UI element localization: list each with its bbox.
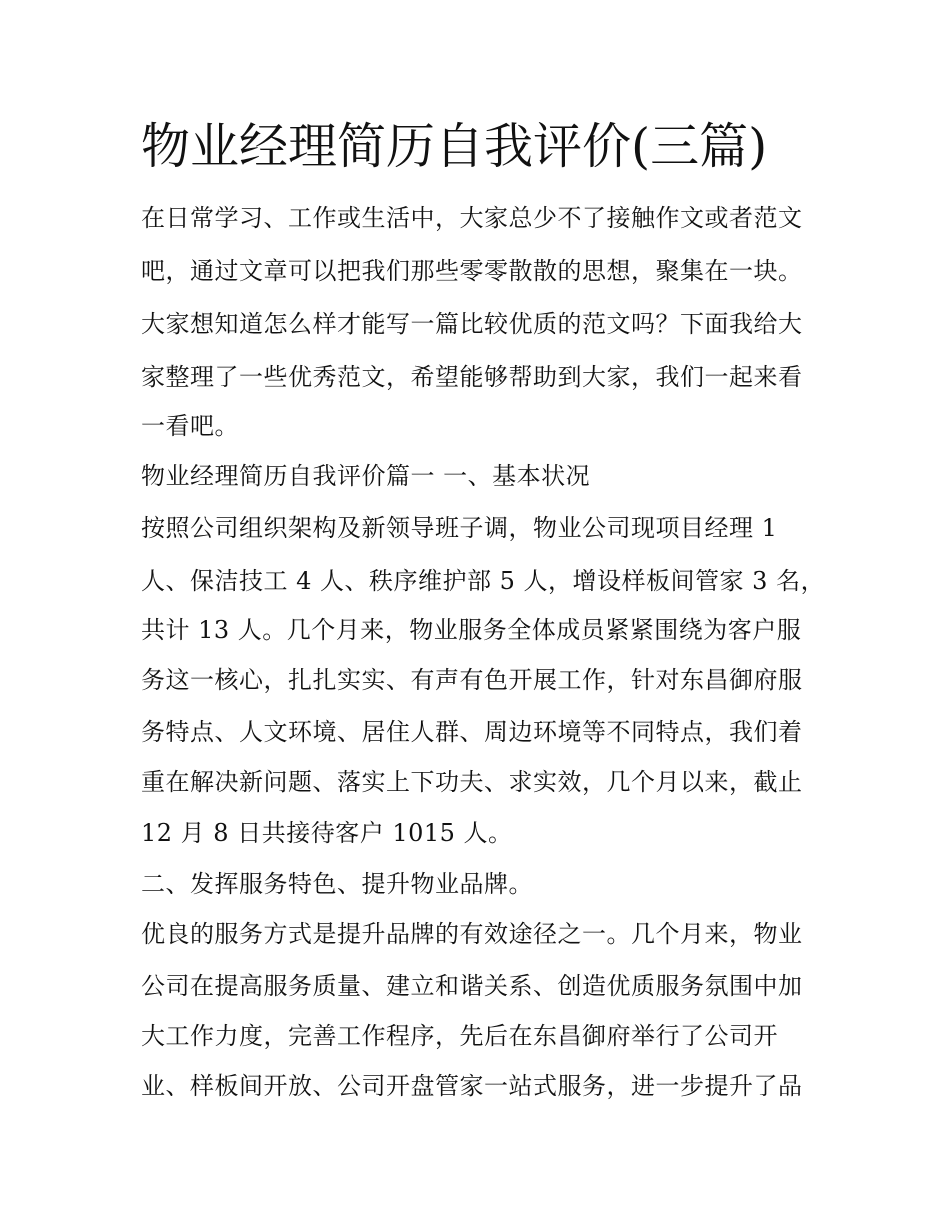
- paragraph-line: 务这一核心，扎扎实实、有声有色开展工作，针对东昌御府服: [141, 666, 803, 694]
- paragraph-line: 人、保洁技工 4 人、秩序维护部 5 人，增设样板间管家 3 名，: [141, 567, 826, 595]
- paragraph-line: 大工作力度，完善工作程序，先后在东昌御府举行了公司开: [141, 1022, 778, 1050]
- paragraph-line: 在日常学习、工作或生活中，大家总少不了接触作文或者范文: [141, 204, 803, 232]
- paragraph-line: 重在解决新问题、落实上下功夫、求实效，几个月以来，截止: [141, 768, 803, 796]
- section-heading: 二、发挥服务特色、提升物业品牌。: [141, 870, 533, 898]
- section-heading: 物业经理简历自我评价篇一 一、基本状况: [141, 462, 591, 490]
- paragraph-line: 公司在提高服务质量、建立和谐关系、创造优质服务氛围中加: [141, 972, 803, 1000]
- document-title: 物业经理简历自我评价(三篇): [141, 118, 768, 175]
- paragraph-line: 共计 13 人。几个月来，物业服务全体成员紧紧围绕为客户服: [141, 616, 802, 644]
- paragraph-line: 家整理了一些优秀范文，希望能够帮助到大家，我们一起来看: [141, 363, 803, 391]
- paragraph-line: 优良的服务方式是提升品牌的有效途径之一。几个月来，物业: [141, 920, 803, 948]
- paragraph-line: 务特点、人文环境、居住人群、周边环境等不同特点，我们着: [141, 718, 803, 746]
- paragraph-line: 业、样板间开放、公司开盘管家一站式服务，进一步提升了品: [141, 1072, 803, 1100]
- paragraph-line: 12 月 8 日共接待客户 1015 人。: [141, 819, 513, 847]
- paragraph-line: 一看吧。: [141, 412, 239, 440]
- paragraph-line: 吧，通过文章可以把我们那些零零散散的思想，聚集在一块。: [141, 257, 803, 285]
- paragraph-line: 按照公司组织架构及新领导班子调，物业公司现项目经理 1: [141, 514, 778, 542]
- paragraph-line: 大家想知道怎么样才能写一篇比较优质的范文吗？下面我给大: [141, 310, 803, 338]
